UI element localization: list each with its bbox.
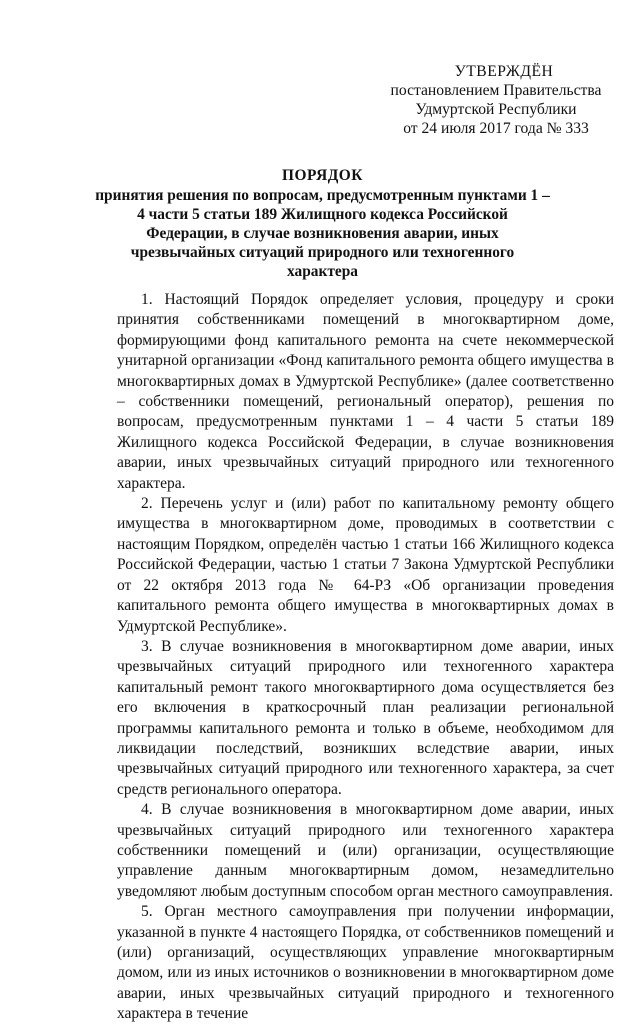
paragraph-5: 5. Орган местного самоуправления при получении информации, указанной в пункте 4 настоящего Порядка, от собственников помещений и (или) организаций, осуществляющих управление многоквартирным домом, или из иных источников о возникновении в многоквартирном доме аварии, иных чрезвычайных ситуаций природного и техногенного характера в течение [117,903,614,1023]
approval-authority: постановлением Правительства [390,82,602,99]
document-title-block [95,166,550,281]
paragraph-4: 4. В случае возникновения в многоквартирном доме аварии, иных чрезвычайных ситуаций природного или техногенного характера собственники помещений и (или) организации, осуществляющие управление данным многоквартирным домом, незамедлительно уведомляют любым доступным способом орган местного самоуправления. [117,801,614,900]
paragraph-2: 2. Перечень услуг и (или) работ по капитальному ремонту общего имущества в многоквартирном доме, проводимых в соответствии с настоящим Порядком, определён частью 1 статьи 166 Жилищного кодекса Российской Федерации, частью 1 статьи 7 Закона Удмуртской Республики от 22 октября 2013 года № 64-РЗ «Об организации проведения капитального ремонта общего имущества в многоквартирных домах в Удмуртской Республике». [117,495,614,635]
document-title: ПОРЯДОК [282,167,363,184]
paragraph-3: 3. В случае возникновения в многоквартирном доме аварии, иных чрезвычайных ситуаций природного или техногенного характера капитальный ремонт такого многоквартирного дома осуществляется без его включения в краткосрочный план реализации региональной программы капитального ремонта и только в объеме, необходимом для ликвидации последствий, возникших вследствие аварии, иных чрезвычайных ситуаций природного или техногенного характера, за счет средств регионального оператора. [117,637,614,798]
document-subtitle: принятия решения по вопросам, предусмотренным пунктами 1 – 4 части 5 статьи 189 Жилищного кодекса Российской Федерации, в случае возникновения аварии, иных чрезвычайных ситуаций природного или техногенного характера [95,187,550,280]
approval-date: от 24 июля 2017 года № 333 [403,120,589,137]
document-body [117,290,614,1025]
paragraph-1: 1. Настоящий Порядок определяет условия, процедуру и сроки принятия собственниками помещений в многоквартирном доме, формирующими фонд капитального ремонта на счете некоммерческой унитарной организации «Фонд капитального ремонта общего имущества в многоквартирных домах в Удмуртской Республике» (далее соответственно – собственники помещений, региональный оператор), решения по вопросам, предусмотренным пунктами 1 – 4 части 5 статьи 189 Жилищного кодекса Российской Федерации, в случае возникновения аварии, иных чрезвычайных ситуаций природного или техногенного характера. [117,291,614,492]
approval-stamp [380,62,612,138]
approval-region: Удмуртской Республики [415,101,577,118]
approval-heading: УТВЕРЖДЁН [454,63,554,80]
